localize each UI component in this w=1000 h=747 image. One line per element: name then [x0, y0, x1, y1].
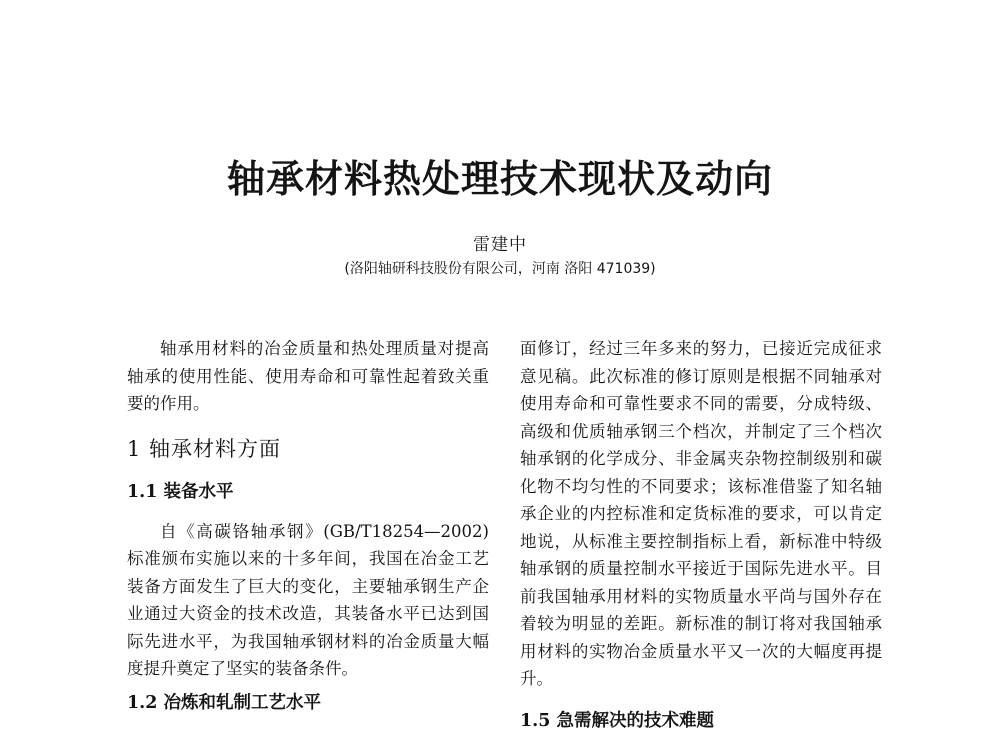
section-1-heading: 1 轴承材料方面 — [127, 436, 282, 461]
section-1-2-heading: 1.2 冶炼和轧制工艺水平 — [127, 692, 322, 713]
intro-paragraph: 轴承用材料的冶金质量和热处理质量对提高轴承的使用性能、使用寿命和可靠性起着致关重要的作用。 — [127, 339, 489, 413]
author-name: 雷建中 — [473, 235, 527, 255]
section-1-1-paragraph: 自《高碳铬轴承钢》(GB/T18254—2002)标准颁布实施以来的十多年间，我国在冶金工艺装备方面发生了巨大的变化，主要轴承钢生产企业通过大资金的技术改造，其装备水平已达到国际先进水平，为我国轴承钢材料的冶金质量大幅度提升奠定了坚实的装备条件。 — [127, 521, 489, 678]
paper-title: 轴承材料热处理技术现状及动向 — [226, 156, 773, 201]
left-column — [127, 335, 489, 729]
section-1-1-heading: 1.1 装备水平 — [127, 481, 234, 502]
section-1-5-heading: 1.5 急需解决的技术难题 — [520, 710, 715, 731]
continued-paragraph: 面修订，经过三年多来的努力，已接近完成征求意见稿。此次标准的修订原则是根据不同轴承对使用寿命和可靠性要求不同的需要，分成特级、高级和优质轴承钢三个档次，并制定了三个档次轴承钢的化学成分、非金属夹杂物控制级别和碳化物不均匀性的不同要求；该标准借鉴了知名轴承企业的内控标准和定货标准的要求，可以肯定地说，从标准主要控制指标上看，新标准中特级轴承钢的质量控制水平接近于国际先进水平。目前我国轴承用材料的实物质量水平尚与国外存在着较为明显的差距。新标准的制订将对我国轴承用材料的实物冶金质量水平又一次的大幅度再提升。 — [520, 339, 882, 688]
author-affiliation: (洛阳轴研科技股份有限公司，河南 洛阳 471039) — [344, 261, 656, 277]
right-column — [520, 335, 882, 747]
